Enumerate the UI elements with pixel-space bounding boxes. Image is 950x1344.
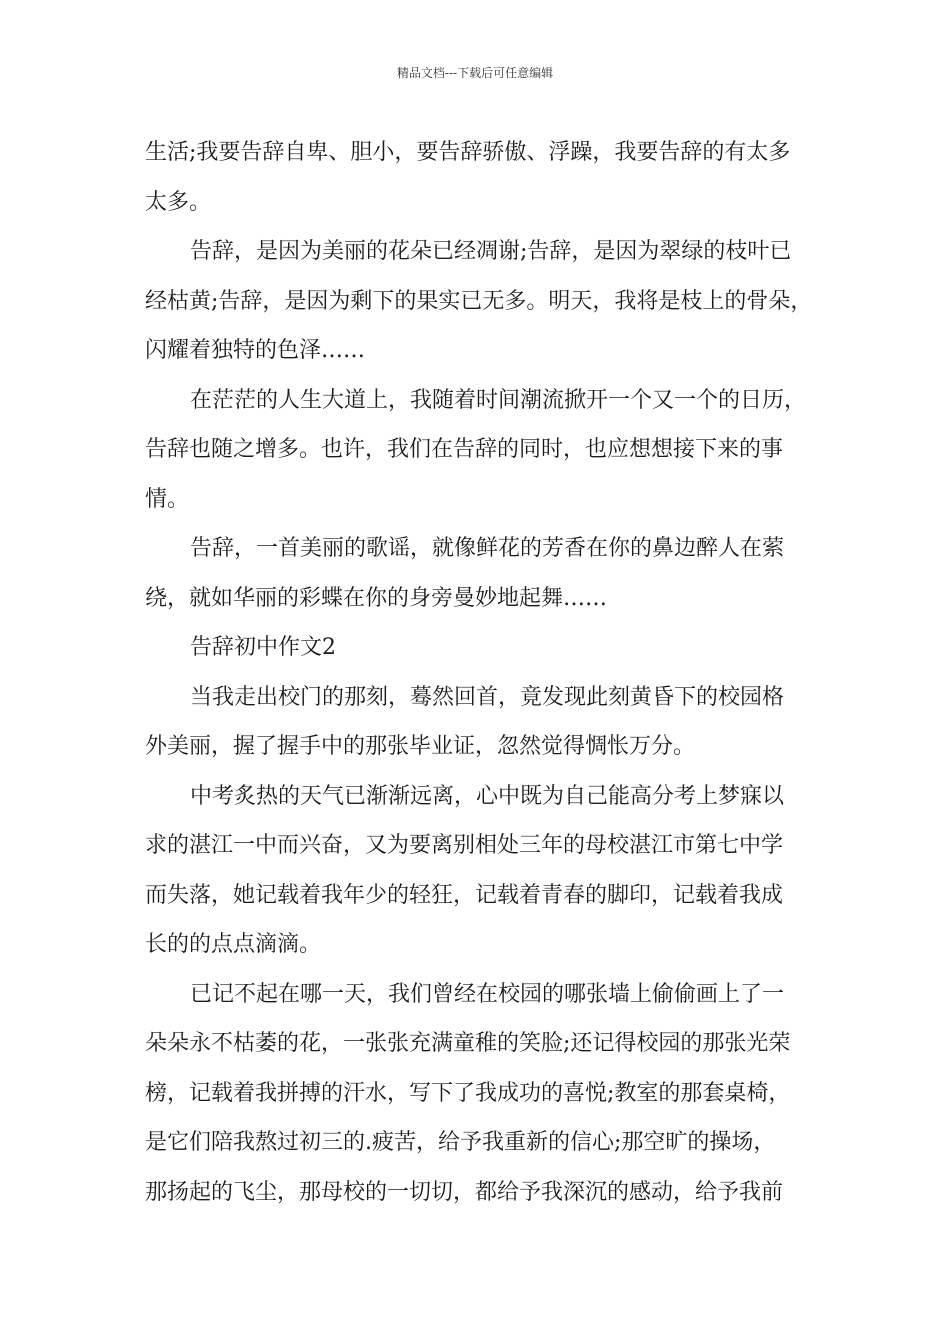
text-line: 经枯黄;告辞，是因为剩下的果实已无多。明天，我将是枝上的骨朵， (145, 288, 813, 314)
text-line: 那扬起的飞尘，那母校的一切切，都给予我深沉的感动，给予我前 (145, 1179, 784, 1205)
text-line: 朵朵永不枯萎的花，一张张充满童稚的笑脸;还记得校园的那张光荣 (145, 1031, 791, 1056)
text-line: 告辞，一首美丽的歌谣，就像鲜花的芳香在你的鼻边醉人在萦 (190, 536, 785, 561)
text-line: 而失落，她记载着我年少的轻狂，记载着青春的脚印，记载着我成 (145, 882, 784, 908)
text-line: 闪耀着独特的色泽…… (145, 338, 366, 363)
text-line: 已记不起在哪一天，我们曾经在校园的哪张墙上偷偷画上了一 (190, 981, 785, 1007)
text-line: 在茫茫的人生大道上，我随着时间潮流掀开一个又一个的日历， (190, 387, 807, 413)
text-line: 外美丽，握了握手中的那张毕业证，忽然觉得惆怅万分。 (145, 734, 696, 759)
text-line: 告辞，是因为美丽的花朵已经凋谢;告辞，是因为翠绿的枝叶已 (190, 239, 792, 264)
text-line: 告辞也随之增多。也许，我们在告辞的同时，也应想想接下来的事 (145, 437, 784, 462)
text-line: 中考炙热的天气已渐渐远离，心中既为自己能高分考上梦寐以 (190, 783, 785, 809)
text-line: 太多。 (145, 189, 212, 215)
text-line: 当我走出校门的那刻，蓦然回首，竟发现此刻黄昏下的校园格 (190, 684, 785, 710)
text-line: 长的的点点滴滴。 (145, 932, 322, 957)
document-body (145, 128, 815, 1217)
text-line: 求的湛江一中而兴奋，又为要离别相处三年的母校湛江市第七中学 (145, 833, 784, 858)
text-line: 是它们陪我熬过初三的.疲苦，给予我重新的信心;那空旷的操场， (145, 1130, 776, 1155)
text-line: 情。 (145, 486, 190, 512)
page-header: 精品文档---下载后可任意编辑 (396, 66, 554, 80)
text-line: 绕，就如华丽的彩蝶在你的身旁曼妙地起舞…… (145, 585, 608, 611)
text-line: 生活;我要告辞自卑、胆小，要告辞骄傲、浮躁，我要告辞的有太多 (145, 140, 791, 165)
section-title: 告辞初中作文2 (190, 635, 336, 660)
text-line: 榜，记载着我拼搏的汗水，写下了我成功的喜悦;教室的那套桌椅， (145, 1080, 791, 1106)
